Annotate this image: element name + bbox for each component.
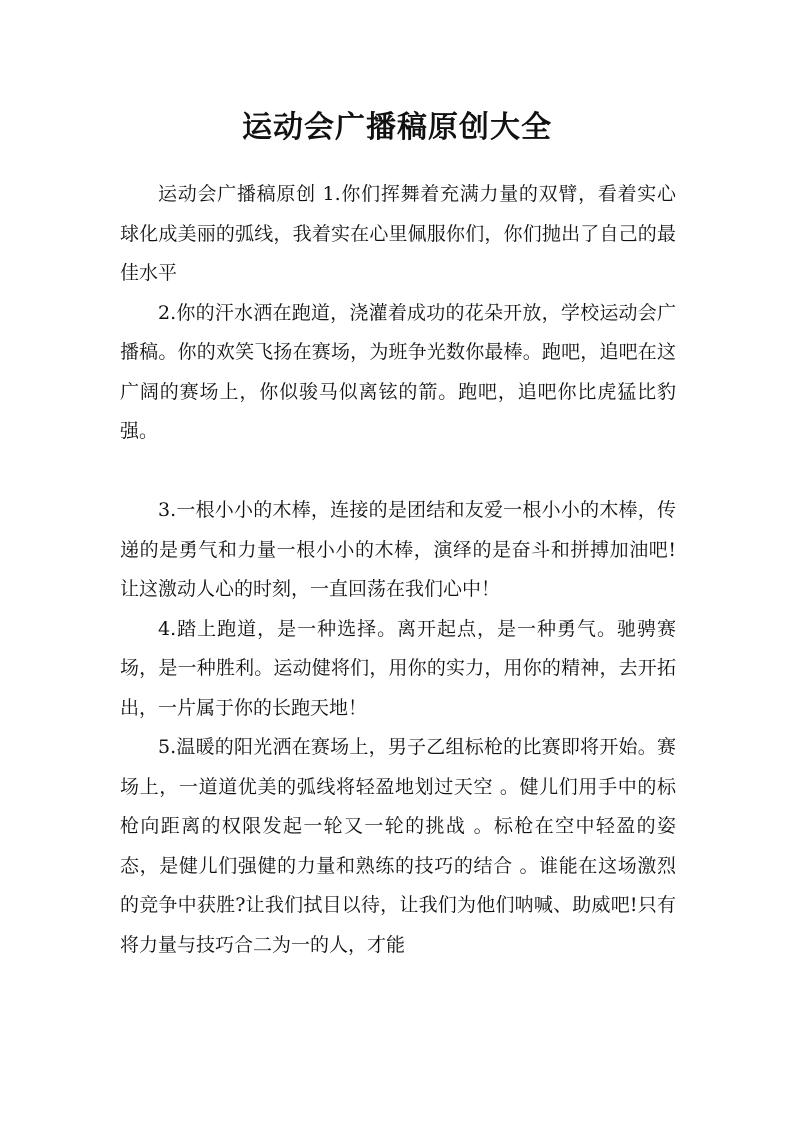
paragraph-1: 运动会广播稿原创 1.你们挥舞着充满力量的双臂，看着实心球化成美丽的弧线，我着实在心里佩服你们，你们抛出了自己的最佳水平 [120,183,676,284]
document-body [120,175,676,965]
paragraph-4: 4.踏上跑道，是一种选择。离开起点，是一种勇气。驰骋赛场，是一种胜利。运动健将们，用你的实力，用你的精神，去开拓出，一片属于你的长跑天地！ [120,617,676,719]
document-title: 运动会广播稿原创大全 [242,110,552,145]
paragraph-5: 5.温暖的阳光洒在赛场上，男子乙组标枪的比赛即将开始。赛场上，一道道优美的弧线将轻盈地划过天空 。健儿们用手中的标枪向距离的权限发起一轮又一轮的挑战 。标枪在空中轻盈的姿态，是健儿们强健的力量和熟练的技巧的结合 。谁能在这场激烈的竞争中获胜?让我们拭目以待，让我们为他们呐喊、助威吧!只有将力量与技巧合二为一的人，才能 [120,736,676,956]
paragraph-3: 3.一根小小的木棒，连接的是团结和友爱一根小小的木棒，传递的是勇气和力量一根小小的木棒，演绎的是奋斗和拼搏加油吧!让这激动人心的时刻，一直回荡在我们心中！ [120,499,676,600]
paragraph-gap [120,452,676,492]
paragraph-2: 2.你的汗水洒在跑道，浇灌着成功的花朵开放，学校运动会广播稿。你的欢笑飞扬在赛场，为班争光数你最棒。跑吧，追吧在这广阔的赛场上，你似骏马似离铉的箭。跑吧，追吧你比虎猛比豹强。 [120,301,676,442]
